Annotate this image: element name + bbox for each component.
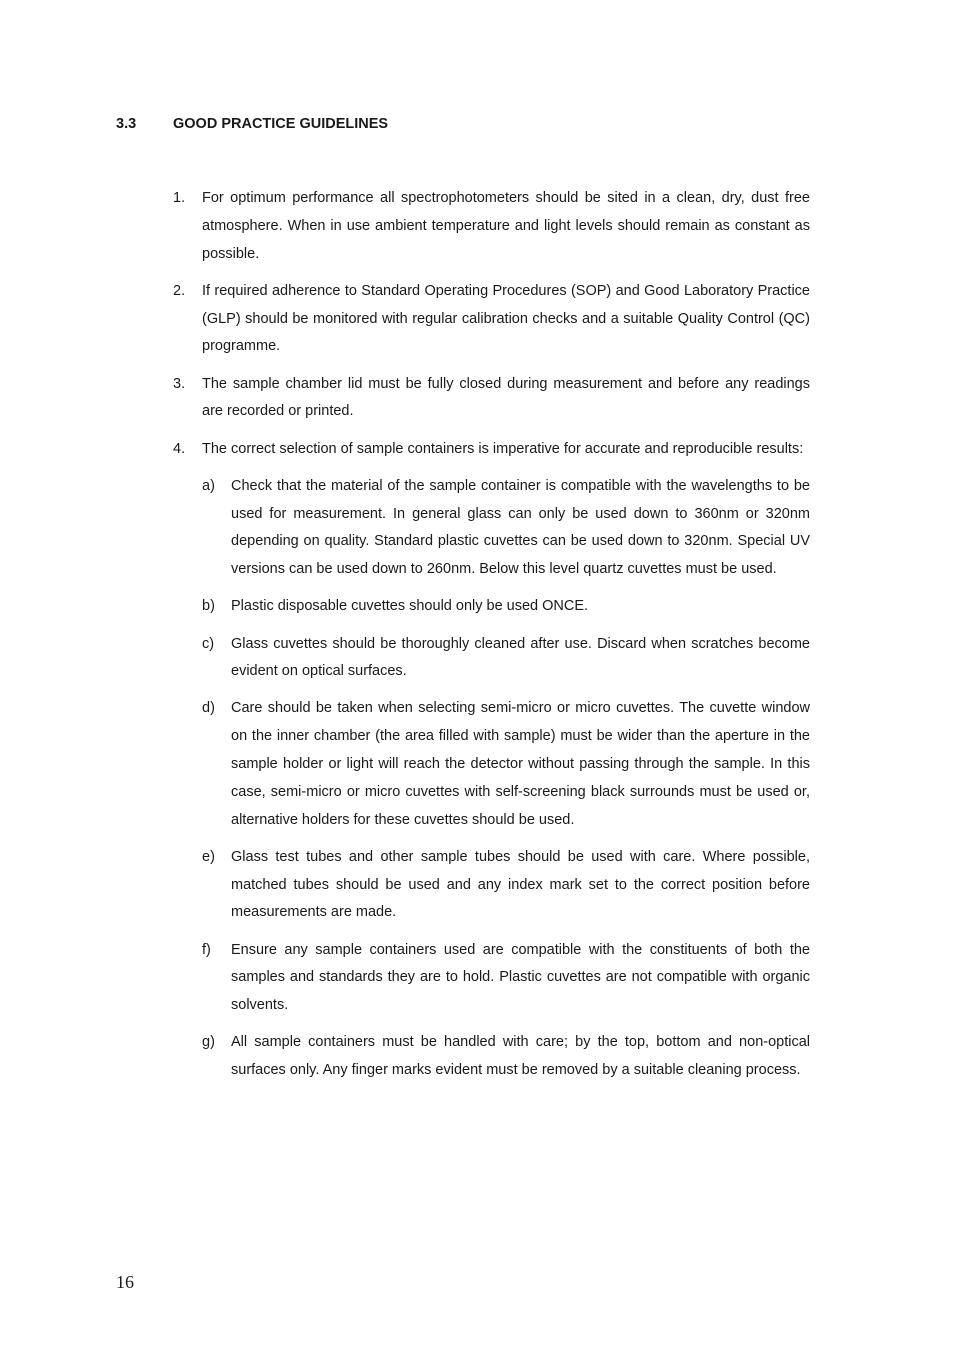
sub-item-text: Plastic disposable cuvettes should only be used ONCE. [231,598,589,615]
item-number: 4. [173,440,186,457]
sub-item-text: Glass cuvettes should be thoroughly cleaned after use. Discard when scratches become evident on optical surfaces. [231,635,810,680]
sublist-item [202,631,810,687]
sub-item-letter: a) [202,477,215,494]
list-item [173,185,810,268]
sub-item-text: Ensure any sample containers used are compatible with the constituents of both the samples and standards they are to hold. Plastic cuvettes are not compatible with organic solvents. [231,941,810,1014]
sublist-item [202,473,810,584]
item-text: The sample chamber lid must be fully closed during measurement and before any readings are recorded or printed. [202,375,810,420]
guidelines-list [173,185,810,1094]
sub-item-letter: d) [202,700,215,717]
sublist [202,473,810,1085]
sublist-item [202,593,810,621]
item-text: The correct selection of sample containers is imperative for accurate and reproducible results: [202,440,804,457]
sub-item-letter: f) [202,941,211,958]
sublist-item [202,1029,810,1085]
list-item [173,278,810,361]
page-number: 16 [116,1272,134,1292]
sublist-item [202,695,810,834]
item-number: 2. [173,282,186,299]
sub-item-text: All sample containers must be handled with care; by the top, bottom and non-optical surfaces only. Any finger marks evident must be removed by a suitable cleaning process. [231,1034,810,1079]
item-text: If required adherence to Standard Operating Procedures (SOP) and Good Laboratory Practice (GLP) should be monitored with regular calibration checks and a suitable Quality Control (QC) programme. [202,282,810,355]
section-number: 3.3 [116,116,137,132]
sub-item-letter: c) [202,635,215,652]
section-title: GOOD PRACTICE GUIDELINES [173,116,389,132]
item-number: 1. [173,190,186,206]
item-text: For optimum performance all spectrophotometers should be sited in a clean, dry, dust free atmosphere. When in use ambient temperature and light levels should remain as constant as possible. [202,190,810,262]
item-number: 3. [173,375,186,392]
sublist-item [202,844,810,927]
sub-item-text: Glass test tubes and other sample tubes should be used with care. Where possible, matched tubes should be used and any index mark set to the correct position before measurements are made. [231,848,810,921]
sub-item-letter: b) [202,598,215,615]
list-item [173,436,810,1085]
section-heading [116,116,388,132]
sub-item-letter: e) [202,848,215,865]
sublist-item [202,937,810,1020]
sub-item-text: Check that the material of the sample container is compatible with the wavelengths to be used for measurement. In general glass can only be used down to 360nm or 320nm depending on quality. Standard plastic cuvettes can be used down to 320nm. Special UV versions can be used down to 260nm. Below this level quartz cuvettes must be used. [231,477,810,578]
sub-item-letter: g) [202,1034,215,1051]
sub-item-text: Care should be taken when selecting semi-micro or micro cuvettes. The cuvette window on the inner chamber (the area filled with sample) must be wider than the aperture in the sample holder or light will reach the detector without passing through the sample. In this case, semi-micro or micro cuvettes with self-screening black surrounds must be used or, alternative holders for these cuvettes should be used. [231,700,810,828]
list-item [173,371,810,427]
